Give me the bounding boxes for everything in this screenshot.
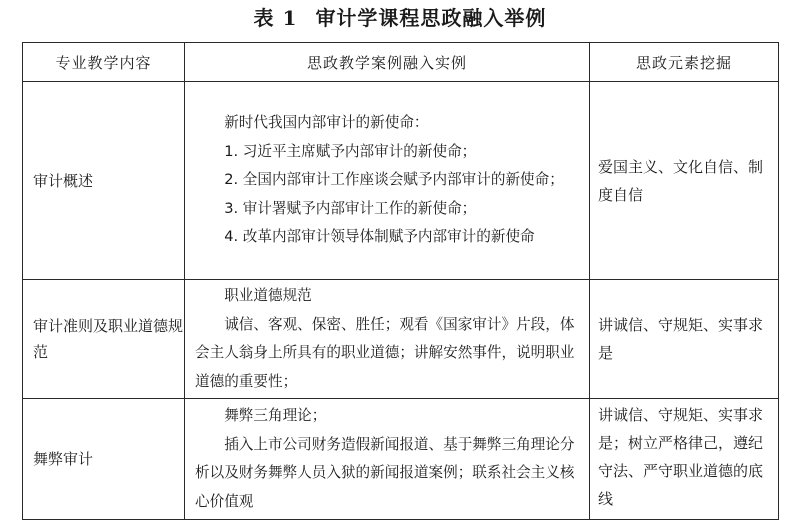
table-row [23, 82, 779, 280]
case-line: 1. 习近平主席赋予内部审计的新使命； [224, 142, 477, 160]
case-line: 诚信、客观、保密、胜任；观看《国家审计》片段，体会主人翁身上所具有的职业道德；讲解安然事件，说明职业道德的重要性； [195, 315, 575, 390]
column-header-ideological-elements: 思政元素挖掘 [590, 43, 779, 82]
table-caption [0, 4, 800, 32]
row-case [185, 280, 590, 399]
case-line: 新时代我国内部审计的新使命： [224, 114, 429, 132]
case-line: 2. 全国内部审计工作座谈会赋予内部审计的新使命； [224, 171, 564, 189]
case-line: 4. 改革内部审计领导体制赋予内部审计的新使命 [224, 228, 535, 246]
row-case [185, 399, 590, 520]
row-topic: 舞弊审计 [23, 399, 185, 520]
case-line: 3. 审计署赋予内部审计工作的新使命； [224, 199, 477, 217]
course-ideology-table [22, 42, 779, 520]
row-case [185, 82, 590, 280]
case-line: 职业道德规范 [224, 287, 312, 304]
table-header-row [23, 43, 779, 82]
table-number: 表 1 [253, 6, 298, 30]
row-elements: 讲诚信、守规矩、实事求是 [590, 280, 779, 399]
column-header-case-examples: 思政教学案例融入实例 [185, 43, 590, 82]
table-title: 审计学课程思政融入举例 [315, 6, 547, 30]
row-topic: 审计概述 [23, 82, 185, 280]
row-elements: 讲诚信、守规矩、实事求是；树立严格律己，遵纪守法、严守职业道德的底线 [590, 399, 779, 520]
row-elements: 爱国主义、文化自信、制度自信 [590, 82, 779, 280]
table-row [23, 399, 779, 520]
table-row [23, 280, 779, 399]
column-header-teaching-content: 专业教学内容 [23, 43, 185, 82]
case-line: 舞弊三角理论； [224, 407, 327, 425]
case-line: 插入上市公司财务造假新闻报道、基于舞弊三角理论分析以及财务舞弊人员入狱的新闻报道案例；联系社会主义核心价值观 [195, 435, 575, 510]
row-topic: 审计准则及职业道德规范 [23, 280, 185, 399]
